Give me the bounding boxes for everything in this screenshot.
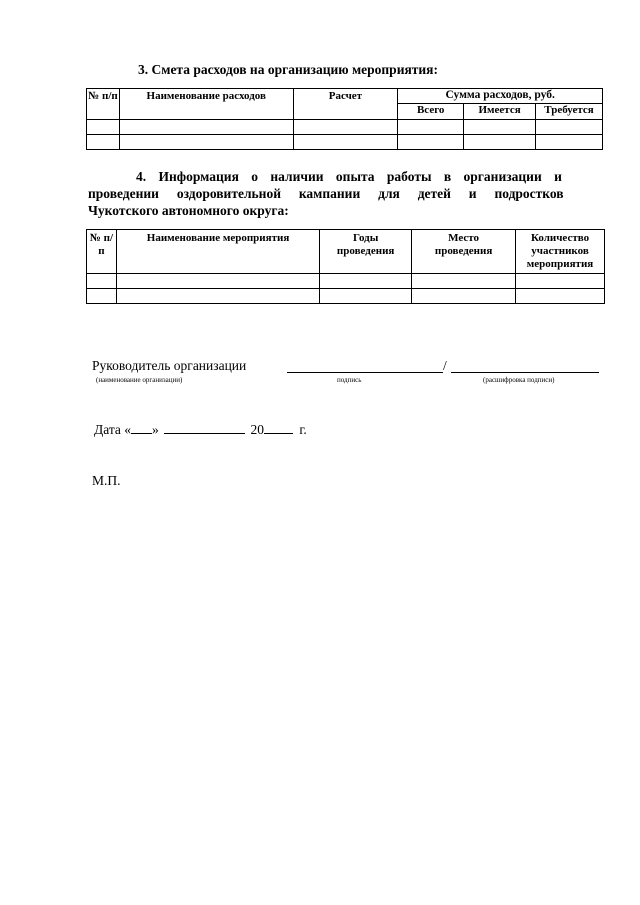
table-cell[interactable]: [119, 135, 293, 150]
date-quote-close: »: [152, 422, 159, 437]
table-cell[interactable]: [516, 274, 605, 289]
date-line: [94, 422, 307, 438]
stamp-placeholder: М.П.: [92, 473, 121, 488]
table-cell[interactable]: [87, 120, 120, 135]
table-cell[interactable]: [87, 289, 117, 304]
table-cell[interactable]: [87, 274, 117, 289]
col-header-sum: Сумма расходов, руб.: [398, 89, 603, 104]
table-row: [87, 120, 603, 135]
table-cell[interactable]: [116, 274, 319, 289]
table-cell[interactable]: [116, 289, 319, 304]
signature-decode-line[interactable]: [451, 372, 599, 373]
col-header-years: Годы проведения: [320, 230, 412, 274]
date-day-field[interactable]: [131, 422, 152, 434]
date-prefix: Дата «: [94, 422, 132, 437]
table-cell[interactable]: [398, 135, 464, 150]
date-year-prefix: 20: [250, 422, 265, 437]
table-cell[interactable]: [536, 135, 603, 150]
signature-line[interactable]: [287, 372, 443, 373]
section-3-title: 3. Смета расходов на организацию мероприятия:: [138, 62, 438, 77]
section-4-title-line-2: проведении оздоровительной кампании для детей и подростков: [88, 186, 564, 201]
table-cell[interactable]: [464, 135, 536, 150]
table-cell[interactable]: [412, 274, 516, 289]
col-header-required: Требуется: [536, 104, 603, 120]
head-of-organization-label: Руководитель организации: [92, 358, 247, 373]
experience-table: [86, 229, 605, 304]
table-cell[interactable]: [320, 289, 412, 304]
col-header-calculation: Расчет: [293, 89, 398, 120]
date-suffix: г.: [299, 422, 307, 437]
table-row: [87, 274, 605, 289]
col-header-participants: Количество участников мероприятия: [516, 230, 605, 274]
table-cell[interactable]: [87, 135, 120, 150]
table-cell[interactable]: [320, 274, 412, 289]
hint-signature-decode: (расшифровка подписи): [483, 376, 555, 384]
table-cell[interactable]: [293, 120, 398, 135]
section-4-title: [88, 168, 602, 219]
table-cell[interactable]: [293, 135, 398, 150]
table-cell[interactable]: [398, 120, 464, 135]
table-cell[interactable]: [516, 289, 605, 304]
section-4-title-line-3: Чукотского автономного округа:: [88, 203, 289, 218]
table-cell[interactable]: [464, 120, 536, 135]
signature-slash: /: [443, 358, 447, 373]
col-header-place: Место проведения: [412, 230, 516, 274]
expenses-table: [86, 88, 603, 150]
date-year-field[interactable]: [264, 422, 293, 434]
hint-signature: подпись: [337, 376, 362, 384]
section-4-title-line-1: 4. Информация о наличии опыта работы в организации и: [136, 169, 562, 184]
col-header-num: № п/п: [87, 89, 120, 120]
col-header-event-name: Наименование мероприятия: [116, 230, 319, 274]
table-cell[interactable]: [412, 289, 516, 304]
col-header-total: Всего: [398, 104, 464, 120]
table-row: [87, 289, 605, 304]
col-header-available: Имеется: [464, 104, 536, 120]
date-month-field[interactable]: [164, 422, 245, 434]
col-header-num: № п/п: [87, 230, 117, 274]
table-cell[interactable]: [119, 120, 293, 135]
table-cell[interactable]: [536, 120, 603, 135]
col-header-expense-name: Наименование расходов: [119, 89, 293, 120]
table-row: [87, 135, 603, 150]
hint-organization-name: (наименование организации): [96, 376, 183, 384]
